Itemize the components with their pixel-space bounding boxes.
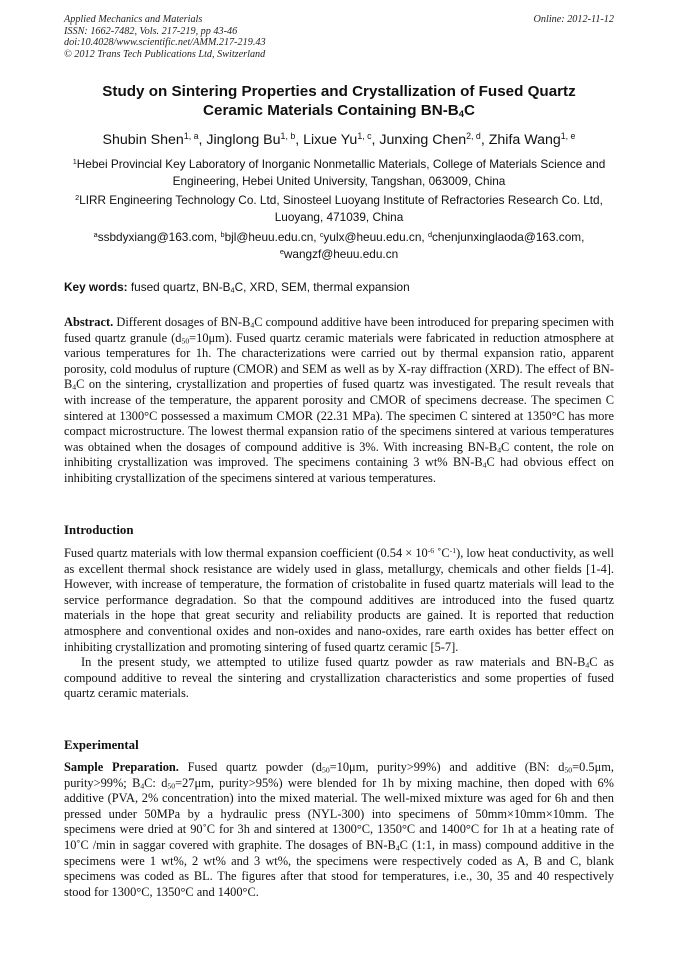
subscript: 50 [564, 765, 573, 775]
email-address: wangzf@heuu.edu.cn [283, 246, 399, 261]
subscript: 50 [322, 765, 330, 775]
exp-text: C (1:1, in mass) compound additive in the specimens were 1 wt%, 2 wt% and 3 wt%, the specimens were respectively coded as A, B and C, blank specimens was coded as BL. The figures after that stood for temperatures, i.e., 30, 35 and 40 respectively stood for 1300°C, 1350°C and 1400°C. [64, 837, 614, 899]
paper-title [64, 82, 614, 120]
keywords-label: Key words: [64, 280, 128, 294]
experimental-paragraph [64, 760, 614, 900]
introduction-body [64, 546, 614, 702]
copyright-line: © 2012 Trans Tech Publications Ltd, Switzerland [64, 48, 266, 60]
author-name: Junxing Chen [379, 132, 467, 148]
author-list: Shubin Shen$^{1, a}$, Jinglong Bu$^{1, b}$, Lixue Yu$^{1, c}$, Junxing Chen$^{2, d}$, Zhifa Wang$^{1, e}$ [102, 131, 576, 148]
subscript: 50 [167, 781, 176, 791]
title-text: Ceramic Materials Containing BN-B [203, 102, 459, 119]
subscript: 4 [250, 320, 255, 330]
intro-text: ˚C [434, 546, 450, 560]
exp-text: =27μm, purity>95%) were blended for 1h by mixing machine, then doped with 6% additive (PVA, 2% concentration) into the mixed material. The well-mixed mixture was aged for 6h and then pressed under 50MPa by a hydraulic press (NYL-300) into specimens of 50mm×10mm×10mm. The specimens were dried at 90˚C for 3h and sintered at 1300°C, 1350°C and 1400°C for 1h at a heating rate of 10˚C /min in saggar covered with graphite. The dosages of BN-B [64, 775, 614, 852]
subscript: 4 [72, 383, 77, 393]
author-sup: 1, e [560, 131, 576, 142]
email [280, 247, 398, 261]
abstract-text: C had obvious effect on inhibiting crystallization of the specimens sintered at various temperatures. [64, 455, 614, 485]
title-text-end: C [463, 102, 475, 119]
online-date: Online: 2012-11-12 [533, 14, 614, 25]
author [206, 132, 295, 148]
email-address: ssbdyxiang@163.com, [97, 230, 218, 244]
subscript: 4 [585, 660, 590, 670]
email-sup: e [279, 246, 284, 256]
doi-line: doi:10.4028/www.scientific.net/AMM.217-219.43 [64, 37, 266, 49]
abstract-text: C on the sintering, crystallization and properties of fused quartz was investigated. The result reveals that with increase of the temperature, the apparent porosity and CMOR of specimens decrease. The specimen C sintered at 1300°C possessed a maximum CMOR (22.31 MPa). The specimen C sintered at 1350°C has more compact microstructure. The lowest thermal expansion ratio of the specimens sintered at various temperatures was obtained when the dosages of compound additive is 3%. With increasing BN-B [64, 377, 614, 454]
email [94, 230, 218, 244]
email-sup: c [319, 229, 324, 239]
keywords [64, 279, 614, 295]
email [320, 230, 425, 244]
abstract-text: =10μm). Fused quartz ceramic materials were fabricated in reduction atmosphere at various temperatures for 1h. The characterizations were carried out by thermal expansion ratio, apparent porosity, cold modulus of rupture (CMOR) and SEM as well as by X-ray diffraction (XRD). The effect of BN-B [64, 330, 614, 392]
author-name: Jinglong Bu [206, 132, 281, 148]
section-heading-introduction: Introduction [64, 523, 134, 537]
journal-header [64, 14, 614, 60]
affiliation-2 [64, 192, 614, 225]
email-address: chenjunxinglaoda@163.com, [432, 230, 585, 244]
exp-text: =0.5μm, purity>99%; B [64, 760, 614, 790]
exp-text: Fused quartz powder (d [178, 760, 322, 774]
email-sup: d [427, 229, 433, 239]
experimental-body [64, 760, 614, 900]
email [221, 230, 317, 244]
keywords-subscript: 4 [230, 285, 235, 295]
journal-name: Applied Mechanics and Materials [64, 14, 203, 25]
email-address: yulx@heuu.edu.cn, [323, 230, 425, 244]
abstract [64, 315, 614, 487]
superscript: -1 [449, 545, 457, 555]
intro-text: C as compound additive to reveal the sintering and crystallization characteristics and some properties of fused quartz ceramic materials. [64, 655, 614, 701]
subscript: 4 [482, 461, 487, 471]
affiliation-text: LIRR Engineering Technology Co. Ltd, Sinosteel Luoyang Institute of Refractories Research Co. Ltd, Luoyang, 471039, China [79, 193, 603, 224]
affiliation-1 [64, 156, 614, 189]
title-line-2 [64, 101, 614, 120]
email [428, 230, 584, 244]
keywords-text: fused quartz, BN-B [127, 280, 231, 294]
intro-paragraph-2 [64, 655, 614, 702]
email-address: bjl@heuu.edu.cn, [224, 230, 317, 244]
intro-text: ), low heat conductivity, as well as excellent thermal shock resistance are widely used in glass, metallurgy, chemicals and other fields [1-4]. However, with increase of temperature, the formation of cristobalite in fused quartz materials will lead to the service performance degradation. So that the compound additives are introduced into the fused quartz materials in the hope that great security and reliability products are gained. It is reported that reduction atmosphere and conventional oxides and non-oxides and nano-oxides, rare earth oxides has better effect on inhibiting crystallization and promoting sintering of fused quartz ceramic [5-7]. [64, 546, 614, 654]
abstract-text: C content, the role on inhibiting crystallization was improved. The specimens containing 3 wt% BN-B [64, 439, 615, 470]
abstract-text: Different dosages of BN-B [113, 315, 251, 329]
author-name: Lixue Yu [303, 132, 358, 148]
intro-paragraph-1 [64, 546, 614, 655]
author [103, 132, 199, 148]
email-list [64, 229, 614, 262]
affiliation-text: Hebei Provincial Key Laboratory of Inorganic Nonmetallic Materials, College of Materials Science and Engineering, Hebei United University, Tangshan, 063009, China [76, 157, 606, 188]
author-sup: 2, d [466, 131, 481, 142]
subscript: 4 [140, 781, 145, 791]
issn-line: ISSN: 1662-7482, Vols. 217-219, pp 43-46 [64, 25, 238, 37]
author-name: Shubin Shen [102, 132, 184, 148]
title-subscript: 4 [458, 108, 464, 120]
author [303, 132, 371, 148]
affiliation-sup: 1 [72, 156, 77, 166]
intro-text: In the present study, we attempted to utilize fused quartz powder as raw materials and BN-B [81, 655, 586, 670]
exp-text: C: d [144, 775, 168, 790]
author-sup: 1, a [183, 131, 199, 142]
superscript: -6 [427, 545, 435, 555]
author-sup: 1, c [357, 131, 372, 142]
subscript: 50 [181, 336, 190, 346]
author [379, 132, 480, 148]
intro-text: Fused quartz materials with low thermal expansion coefficient (0.54 × 10 [64, 546, 428, 560]
author-sup: 1, b [280, 131, 296, 142]
abstract-paragraph [64, 315, 614, 487]
section-heading-experimental: Experimental [64, 738, 139, 752]
abstract-label: Abstract. [64, 315, 114, 329]
abstract-text: C compound additive have been introduced for preparing specimen with fused quartz granule (d [64, 315, 614, 345]
author-name: Zhifa Wang [488, 132, 561, 148]
email-sup: a [93, 229, 98, 239]
subscript: 4 [395, 843, 400, 853]
affiliation-sup: 2 [75, 192, 80, 202]
subscript: 4 [497, 445, 502, 455]
subsection-label: Sample Preparation. [64, 760, 179, 774]
exp-text: =10μm, purity>99%) and additive (BN: d [329, 760, 565, 774]
author [489, 132, 576, 148]
title-line-1: Study on Sintering Properties and Crystallization of Fused Quartz [102, 83, 576, 100]
keywords-text-end: C, XRD, SEM, thermal expansion [234, 280, 410, 294]
email-sup: b [220, 229, 225, 239]
